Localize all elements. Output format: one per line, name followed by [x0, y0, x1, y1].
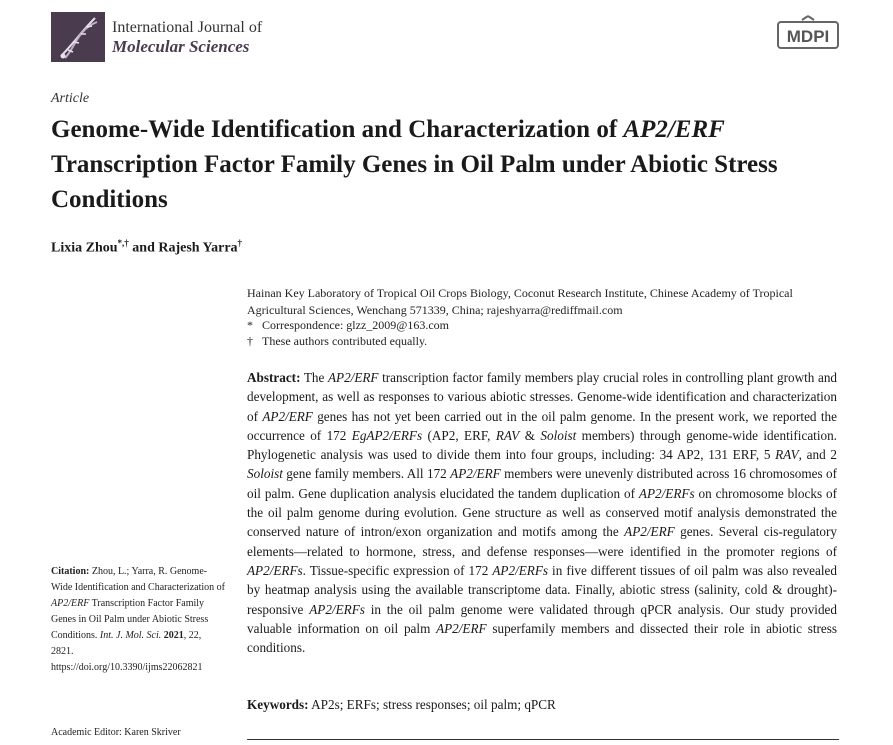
abstract-text: in five different tissues of oil palm was also revealed by heatmap analysis using the available transcriptome data. Finally, abiotic stress (salinity, cold & drought)-responsive — [247, 562, 837, 617]
abstract-gene-term: AP2/ERF — [262, 408, 313, 424]
author-name: Rajesh Yarra — [158, 240, 238, 256]
keywords-text: AP2s; ERFs; stress responses; oil palm; qPCR — [308, 697, 556, 712]
citation-authors: Zhou, L.; Yarra, R. Genome-Wide Identification and Characterization of — [51, 566, 225, 593]
abstract-text: genes. Several cis-regulatory elements—related to hormone, stress, and defense responses—were identified in the promoter regions of — [247, 524, 837, 559]
author-marks: † — [237, 238, 243, 248]
abstract-gene-term: AP2/ERF — [436, 620, 487, 636]
abstract-gene-term: AP2/ERFs — [309, 601, 365, 617]
abstract-gene-term: Soloist — [247, 466, 283, 482]
abstract-gene-term: RAV — [775, 447, 799, 463]
author-name: Lixia Zhou — [51, 240, 118, 256]
abstract-gene-term: AP2/ERFs — [638, 485, 695, 501]
affiliation: Hainan Key Laboratory of Tropical Oil Crops Biology, Coconut Research Institute, Chinese Academy of Tropical Agricultural Sciences, Wenchang 571339, China; rajeshyarra@rediffmail.com — [247, 286, 793, 317]
abstract-body — [247, 370, 837, 655]
author-conjunction: and — [128, 240, 159, 256]
abstract-text: The — [300, 370, 328, 385]
abstract-text: on chromosome blocks of the oil palm genome during evolution. Gene structure as well as conserved motif analysis demonstrated the conserved nature of intron/exon organization and motifs among the — [247, 485, 837, 540]
keywords — [247, 697, 556, 713]
author-marks: *,† — [117, 238, 129, 248]
correspondence-mark: * — [247, 318, 253, 332]
section-divider — [247, 739, 839, 740]
equal-contribution-mark: † — [247, 334, 253, 348]
citation-label: Citation: — [51, 566, 90, 577]
publisher-name: MDPI — [786, 27, 830, 46]
abstract-gene-term: AP2/ERF — [450, 466, 501, 482]
abstract-text: members) through genome-wide identification. Phylogenetic analysis was used to divide them into four groups, including: 34 AP2, 131 ERF, 5 — [247, 427, 837, 463]
journal-name — [112, 18, 262, 56]
title-part2: Transcription Factor Family Genes in Oil Palm under Abiotic Stress Conditions — [51, 151, 778, 213]
abstract-text: transcription factor family members play crucial roles in controlling plant growth and development, as well as responses to various abiotic stresses. Genome-wide identification and characterization of — [247, 370, 838, 424]
correspondence-text: Correspondence: glzz_2009@163.com — [262, 318, 450, 332]
citation-journal: Int. J. Mol. Sci. — [99, 630, 162, 641]
citation-rest: Transcription Factor Family Genes in Oil Palm under Abiotic Stress Conditions. — [51, 598, 209, 641]
abstract-label: Abstract: — [247, 370, 301, 385]
abstract-gene-term: EgAP2/ERFs — [351, 427, 423, 443]
abstract-text: superfamily members and dissected their role in abiotic stress conditions. — [247, 620, 837, 656]
mdpi-logo — [776, 14, 840, 50]
article-title — [51, 112, 851, 217]
journal-name-line2: Molecular Sciences — [112, 37, 250, 56]
equal-contribution-note — [247, 333, 827, 350]
abstract-gene-term: RAV — [495, 427, 520, 443]
abstract-text: members were unevenly distributed across 16 chromosomes of oil palm. Gene duplication analysis elucidated the tandem duplication of — [247, 466, 838, 501]
title-gene: AP2/ERF — [623, 116, 725, 143]
journal-name-line1: International Journal of — [112, 19, 263, 36]
abstract-text: , and 2 — [798, 447, 837, 463]
citation — [51, 564, 226, 676]
abstract-text: gene family members. All 172 — [282, 466, 451, 482]
abstract-text: & — [519, 427, 541, 443]
abstract-text: in the oil palm genome were validated through qPCR analysis. Our study provided valuable information on oil palm — [247, 601, 838, 636]
title-part1: Genome-Wide Identification and Characterization of — [51, 116, 624, 143]
keywords-label: Keywords: — [247, 697, 309, 712]
abstract-gene-term: AP2/ERFs — [247, 562, 303, 578]
abstract-gene-term: AP2/ERF — [327, 370, 379, 385]
journal-logo-dna-helix-icon — [51, 12, 105, 62]
correspondence — [247, 317, 827, 334]
abstract-gene-term: Soloist — [540, 427, 577, 443]
abstract-text: (AP2, ERF, — [422, 427, 496, 443]
citation-volume-doi: , 22, 2821. https://doi.org/10.3390/ijms22062821 — [51, 630, 203, 673]
citation-year: 2021 — [161, 630, 184, 641]
abstract — [247, 368, 837, 657]
abstract-gene-term: AP2/ERF — [624, 524, 675, 540]
equal-contribution-text: These authors contributed equally. — [262, 334, 428, 348]
abstract-text: genes has not yet been carried out in the oil palm genome. In the present work, we reported the occurrence of 172 — [247, 408, 837, 443]
academic-editor: Academic Editor: Karen Skriver — [51, 727, 181, 738]
abstract-gene-term: AP2/ERFs — [492, 562, 549, 578]
author-list — [51, 238, 242, 257]
abstract-text: . Tissue-specific expression of 172 — [302, 562, 493, 578]
citation-gene: AP2/ERF — [51, 598, 90, 609]
article-type: Article — [51, 91, 90, 106]
